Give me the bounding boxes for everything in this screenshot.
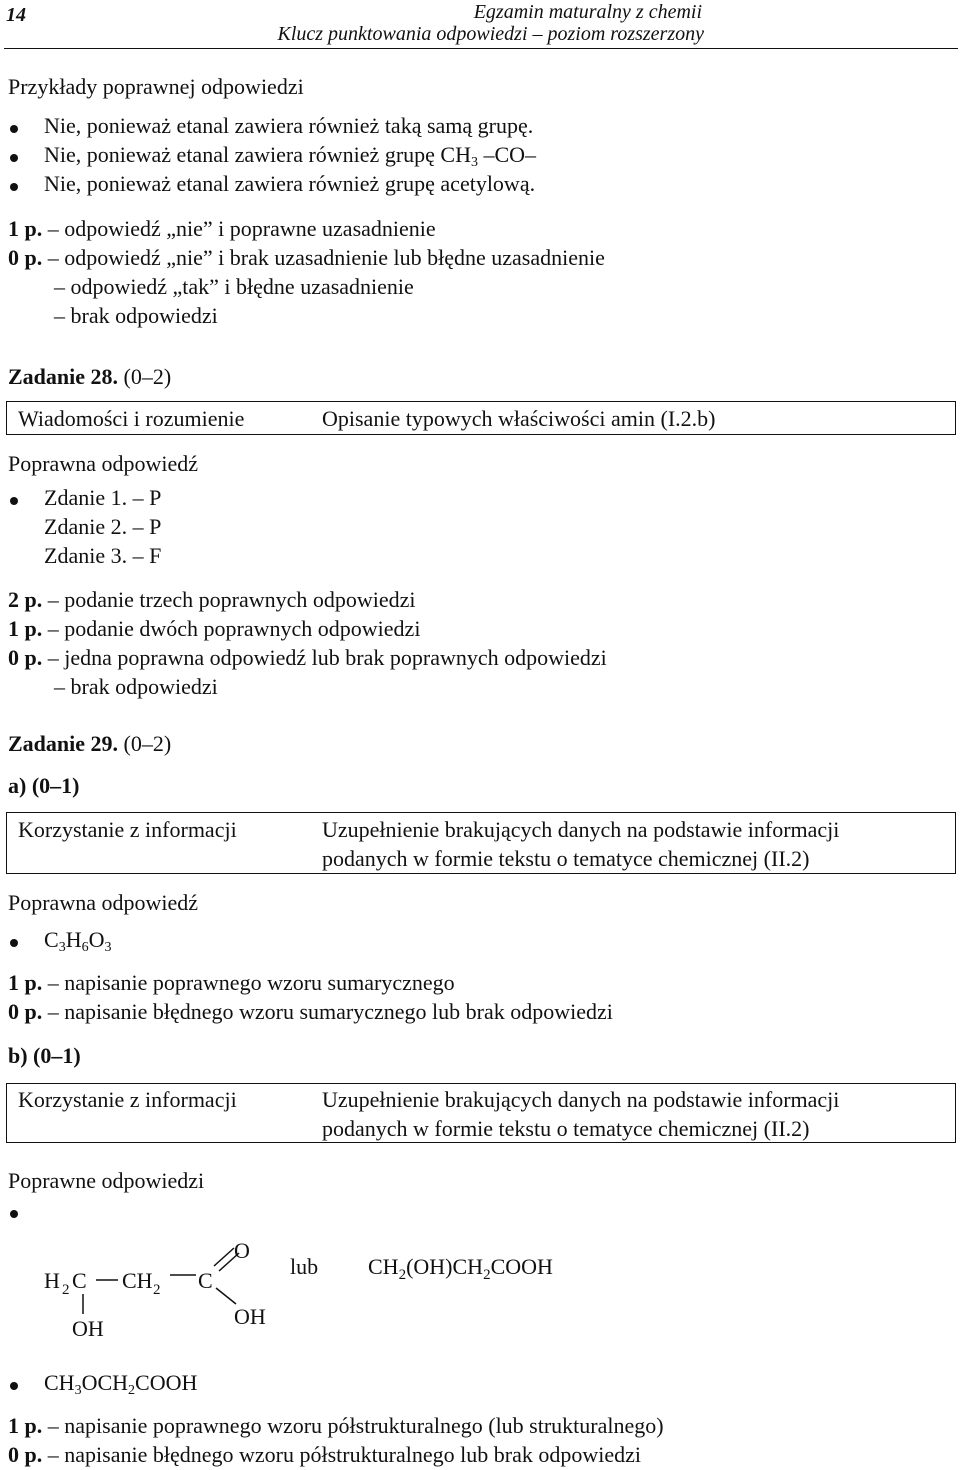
- score-text: – odpowiedź „nie” i poprawne uzasadnienie: [42, 216, 436, 241]
- requirement-description: Opisanie typowych właściwości amin (I.2.b): [322, 406, 716, 431]
- formula-part: CH: [44, 1370, 75, 1395]
- score-line-0p-2: – odpowiedź „tak” i błędne uzasadnienie: [54, 274, 414, 299]
- score-label: 1 p.: [8, 216, 43, 241]
- formula-part: CH: [368, 1254, 399, 1279]
- formula-sub: 2: [128, 1383, 136, 1398]
- bullet-icon: [10, 939, 18, 947]
- bullet-icon: [10, 1382, 18, 1390]
- double-bond: [214, 1248, 234, 1266]
- formula-sub: 3: [58, 940, 66, 955]
- example-2-subscript: 3: [470, 155, 478, 170]
- score-text: – podanie trzech poprawnych odpowiedzi: [42, 587, 416, 612]
- atom-o: O: [234, 1238, 250, 1263]
- score-line-1p: [8, 968, 455, 997]
- formula-sub: 3: [104, 940, 112, 955]
- atom-oh: OH: [234, 1304, 266, 1329]
- atom-c2: C: [198, 1268, 213, 1293]
- bond: [216, 1288, 236, 1304]
- score-label: 1 p.: [8, 1413, 43, 1438]
- atom-c1: C: [72, 1268, 87, 1293]
- examples-heading: Przykłady poprawnej odpowiedzi: [8, 74, 304, 99]
- example-2: [44, 140, 536, 169]
- score-line-1p: [8, 1411, 664, 1440]
- subtask-b-heading: b) (0–1): [8, 1043, 81, 1068]
- formula-part: COOH: [135, 1370, 198, 1395]
- score-line-0p-2: – brak odpowiedzi: [54, 674, 218, 699]
- score-line-0p: [8, 997, 613, 1026]
- score-line-0p: [8, 243, 605, 272]
- header-divider: [4, 48, 958, 49]
- requirement-category: Korzystanie z informacji: [18, 1087, 237, 1112]
- header-subtitle: Klucz punktowania odpowiedzi – poziom rozszerzony: [277, 23, 704, 45]
- score-line-0p: [8, 643, 607, 672]
- example-1: Nie, ponieważ etanal zawiera również taką samą grupę.: [44, 113, 534, 138]
- formula-part: COOH: [490, 1254, 553, 1279]
- formula-part: C: [44, 927, 59, 952]
- or-label: lub: [290, 1254, 319, 1279]
- answer-heading: Poprawna odpowiedź: [8, 451, 199, 476]
- alt-formula: [368, 1254, 553, 1283]
- bullet-icon: [10, 497, 18, 505]
- bullet-icon: [10, 183, 18, 191]
- subtask-a-heading: a) (0–1): [8, 773, 80, 798]
- answer-line: Zdanie 3. – F: [44, 543, 162, 568]
- task-points: (0–2): [118, 731, 172, 756]
- answer-heading: Poprawna odpowiedź: [8, 890, 199, 915]
- formula-part: O: [88, 927, 105, 952]
- header-title: Egzamin maturalny z chemii: [473, 1, 702, 23]
- example-2-tail: –CO–: [477, 142, 537, 167]
- score-line-2p: [8, 585, 416, 614]
- formula-sub: 6: [81, 940, 89, 955]
- formula-part: OCH: [81, 1370, 129, 1395]
- task-title: Zadanie 29.: [8, 731, 119, 756]
- score-label: 1 p.: [8, 616, 43, 641]
- formula-part: H: [65, 927, 82, 952]
- example-2-text: Nie, ponieważ etanal zawiera również grupę CH: [44, 142, 471, 167]
- bullet-icon: [10, 1210, 18, 1218]
- task-points: (0–2): [118, 364, 172, 389]
- score-text: – podanie dwóch poprawnych odpowiedzi: [42, 616, 421, 641]
- example-3: Nie, ponieważ etanal zawiera również grupę acetylową.: [44, 171, 536, 196]
- requirement-description-2: podanych w formie tekstu o tematyce chemicznej (II.2): [322, 1116, 810, 1141]
- atom-h: H: [44, 1268, 60, 1293]
- formula-sub: 2: [483, 1267, 491, 1283]
- score-line-1p: [8, 614, 420, 643]
- structural-formula: [0, 1230, 960, 1350]
- formula-c3h6o3: [44, 925, 111, 954]
- score-label: 0 p.: [8, 999, 43, 1024]
- atom-ch: CH: [122, 1268, 153, 1293]
- formula-part: (OH)CH: [406, 1254, 484, 1279]
- score-text: – napisanie błędnego wzoru sumarycznego lub brak odpowiedzi: [42, 999, 613, 1024]
- score-text: – jedna poprawna odpowiedź lub brak poprawnych odpowiedzi: [42, 645, 607, 670]
- score-label: 1 p.: [8, 970, 43, 995]
- requirement-category: Wiadomości i rozumienie: [18, 406, 245, 431]
- score-line-0p: [8, 1440, 641, 1469]
- score-label: 0 p.: [8, 1442, 43, 1467]
- score-text: – odpowiedź „nie” i brak uzasadnienie lub błędne uzasadnienie: [42, 245, 605, 270]
- score-text: – napisanie poprawnego wzoru sumarycznego: [42, 970, 455, 995]
- answer-heading: Poprawne odpowiedzi: [8, 1168, 205, 1193]
- formula-sub: 3: [74, 1383, 82, 1398]
- score-line-1p: [8, 214, 436, 243]
- task-29-heading: [8, 729, 171, 758]
- score-text: – napisanie poprawnego wzoru półstrukturalnego (lub strukturalnego): [42, 1413, 664, 1438]
- atom-ch-sub: 2: [153, 1282, 161, 1298]
- score-text: – napisanie błędnego wzoru półstrukturalnego lub brak odpowiedzi: [42, 1442, 641, 1467]
- score-line-0p-3: – brak odpowiedzi: [54, 303, 218, 328]
- task-title: Zadanie 28.: [8, 364, 119, 389]
- answer-line: Zdanie 1. – P: [44, 485, 162, 510]
- score-label: 0 p.: [8, 645, 43, 670]
- score-label: 2 p.: [8, 587, 43, 612]
- bullet-icon: [10, 125, 18, 133]
- page-number: 14: [6, 4, 26, 26]
- atom-h-sub: 2: [62, 1282, 70, 1298]
- atom-oh-bottom: OH: [72, 1316, 104, 1341]
- requirement-category: Korzystanie z informacji: [18, 817, 237, 842]
- formula-sub: 2: [398, 1267, 407, 1283]
- requirement-description-1: Uzupełnienie brakujących danych na podstawie informacji: [322, 817, 840, 842]
- task-28-heading: [8, 362, 171, 391]
- formula-ch3och2cooh: [44, 1368, 197, 1397]
- bullet-icon: [10, 154, 18, 162]
- requirement-description-2: podanych w formie tekstu o tematyce chemicznej (II.2): [322, 846, 810, 871]
- answer-line: Zdanie 2. – P: [44, 514, 162, 539]
- score-label: 0 p.: [8, 245, 43, 270]
- requirement-description-1: Uzupełnienie brakujących danych na podstawie informacji: [322, 1087, 840, 1112]
